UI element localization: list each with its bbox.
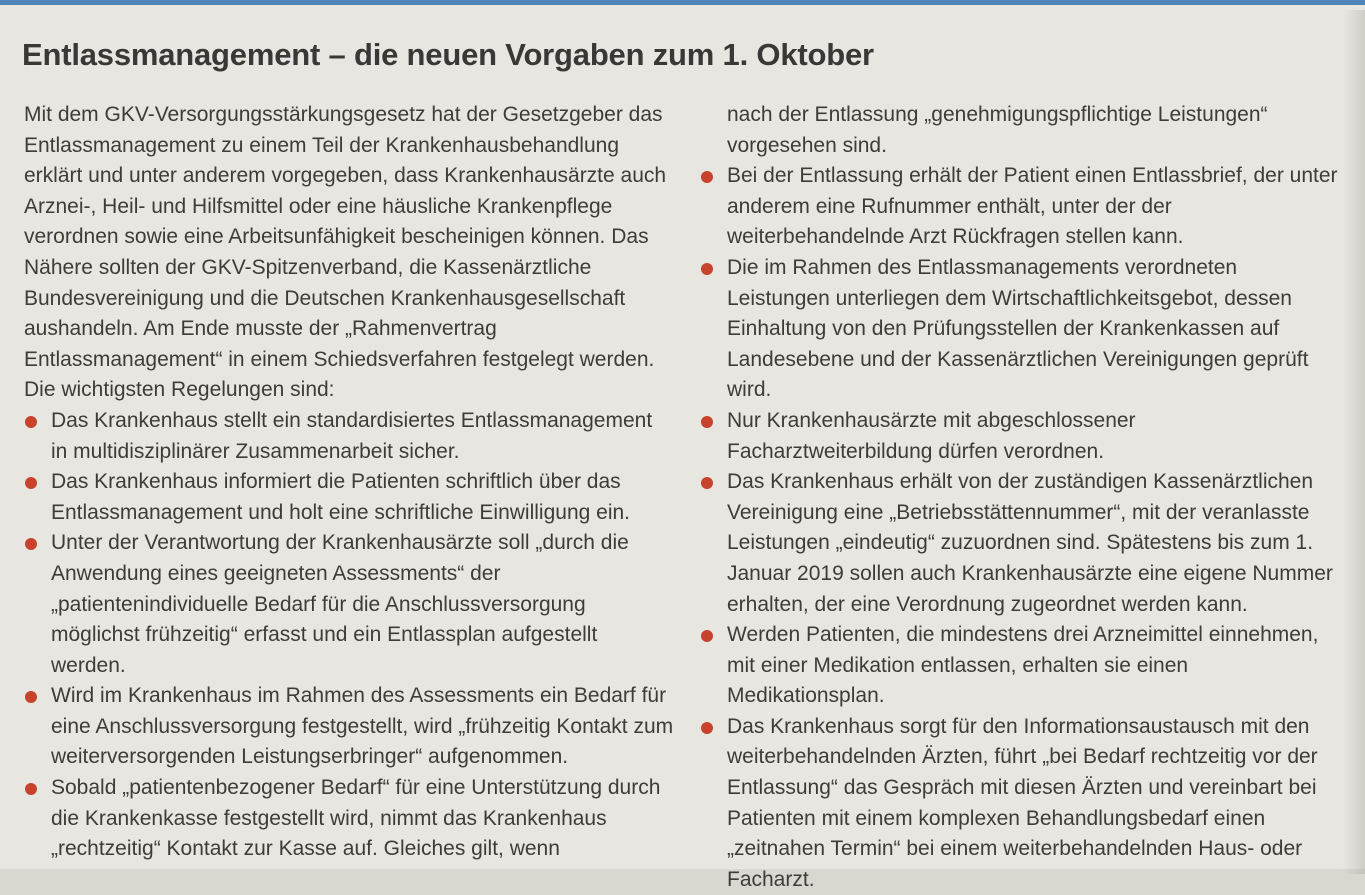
list-item-text: Sobald „patientenbezogener Bedarf“ für eine Unterstützung durch die Krankenkasse festgestellt wird, nimmt das Krankenhaus „rechtzeitig“ Kontakt zur Kasse auf. Gleiches gilt, wenn — [51, 776, 661, 861]
list-item-text: Nur Krankenhausärzte mit abgeschlossener Facharztweiterbildung dürfen verordnen. — [727, 408, 1136, 463]
list-item — [700, 406, 1340, 467]
bullet-icon — [25, 538, 37, 550]
bullet-icon — [25, 477, 37, 489]
right-bullet-list — [700, 161, 1340, 895]
list-item — [700, 161, 1340, 253]
bullet-icon — [25, 783, 37, 795]
article-title: Entlassmanagement – die neuen Vorgaben zum 1. Oktober — [22, 37, 874, 72]
list-item — [700, 467, 1340, 620]
continued-text: nach der Entlassung „genehmigungspflichtige Leistungen“ vorgesehen sind. — [727, 103, 1268, 157]
list-item-text: Unter der Verantwortung der Krankenhausärzte soll „durch die Anwendung eines geeigneten Assessments“ der „patientenindividuelle Bedarf für die Anschlussversorgung möglichst frühzeitig“ erfasst und ein Entlassplan aufgestellt werden. — [51, 531, 629, 677]
bullet-icon — [701, 171, 713, 183]
list-item-text: Bei der Entlassung erhält der Patient einen Entlassbrief, der unter anderem eine Rufnummer enthält, unter der der weiterbehandelnde Arzt Rückfragen stellen kann. — [727, 164, 1338, 249]
bullet-icon — [701, 630, 713, 642]
bullet-icon — [701, 477, 713, 489]
bullet-icon — [701, 263, 713, 275]
bullet-icon — [25, 416, 37, 428]
list-item-text: Die im Rahmen des Entlassmanagements verordneten Leistungen unterliegen dem Wirtschaftlichkeitsgebot, dessen Einhaltung von den Prüfungsstellen der Krankenkassen auf Landesebene und der Kassenärztlichen Vereinigungen geprüft wird. — [727, 255, 1309, 402]
page-edge-shadow — [1343, 10, 1365, 874]
bullet-icon — [25, 691, 37, 703]
right-column — [700, 100, 1340, 895]
list-item-text: Das Krankenhaus erhält von der zuständigen Kassenärztlichen Vereinigung eine „Betriebsstättennummer“, mit der veranlasste Leistungen „eindeutig“ zuzuordnen sind. Spätestens bis zum 1. Januar 2019 sollen auch Krankenhausärzte eine eigene Nummer erhalten, der eine Verordnung zugeordnet werden kann. — [727, 470, 1333, 616]
bullet-icon — [701, 722, 713, 734]
list-item-text: Das Krankenhaus informiert die Patienten schriftlich über das Entlassmanagement und holt eine schriftliche Einwilligung ein. — [51, 470, 630, 524]
list-item — [700, 620, 1340, 712]
list-item-text: Das Krankenhaus stellt ein standardisiertes Entlassmanagement in multidisziplinärer Zusammenarbeit sicher. — [51, 408, 653, 463]
list-item — [24, 406, 674, 467]
list-item-text: Das Krankenhaus sorgt für den Informationsaustausch mit den weiterbehandelnden Ärzten, führt „bei Bedarf rechtzeitig vor der Entlassung“ das Gespräch mit diesen Ärzten und vereinbart bei Patienten mit einem komplexen Behandlungsbedarf einen „zeitnahen Termin“ bei einem weiterbehandelnden Haus- oder Facharzt. — [727, 714, 1318, 891]
list-item — [700, 712, 1340, 895]
list-item — [24, 681, 674, 773]
list-item — [700, 253, 1340, 406]
list-item — [24, 528, 674, 681]
left-column — [24, 100, 674, 865]
list-item-text: Werden Patienten, die mindestens drei Arzneimittel einnehmen, mit einer Medikation entlassen, erhalten sie einen Medikationsplan. — [727, 623, 1319, 708]
intro-paragraph: Mit dem GKV-Versorgungsstärkungsgesetz hat der Gesetzgeber das Entlassmanagement zu einem Teil der Krankenhausbehandlung erklärt und unter anderem vorgegeben, dass Krankenhausärzte auch Arznei-, Heil- und Hilfsmittel oder eine häusliche Krankenpflege verordnen sowie eine Arbeitsunfähigkeit bescheinigen können. Das Nähere sollten der GKV-Spitzenverband, die Kassenärztliche Bundesvereinigung und die Deutschen Krankenhausgesellschaft aushandeln. Am Ende musste der „Rahmenvertrag Entlassmanagement“ in einem Schiedsverfahren festgelegt werden. Die wichtigsten Regelungen sind: — [24, 103, 667, 402]
left-bullet-list — [24, 406, 674, 865]
list-item — [24, 467, 674, 528]
list-item — [24, 773, 674, 865]
list-item-text: Wird im Krankenhaus im Rahmen des Assessments ein Bedarf für eine Anschlussversorgung festgestellt, wird „frühzeitig Kontakt zum weiterversorgenden Leistungserbringer“ aufgenommen. — [51, 684, 674, 769]
bullet-icon — [701, 416, 713, 428]
